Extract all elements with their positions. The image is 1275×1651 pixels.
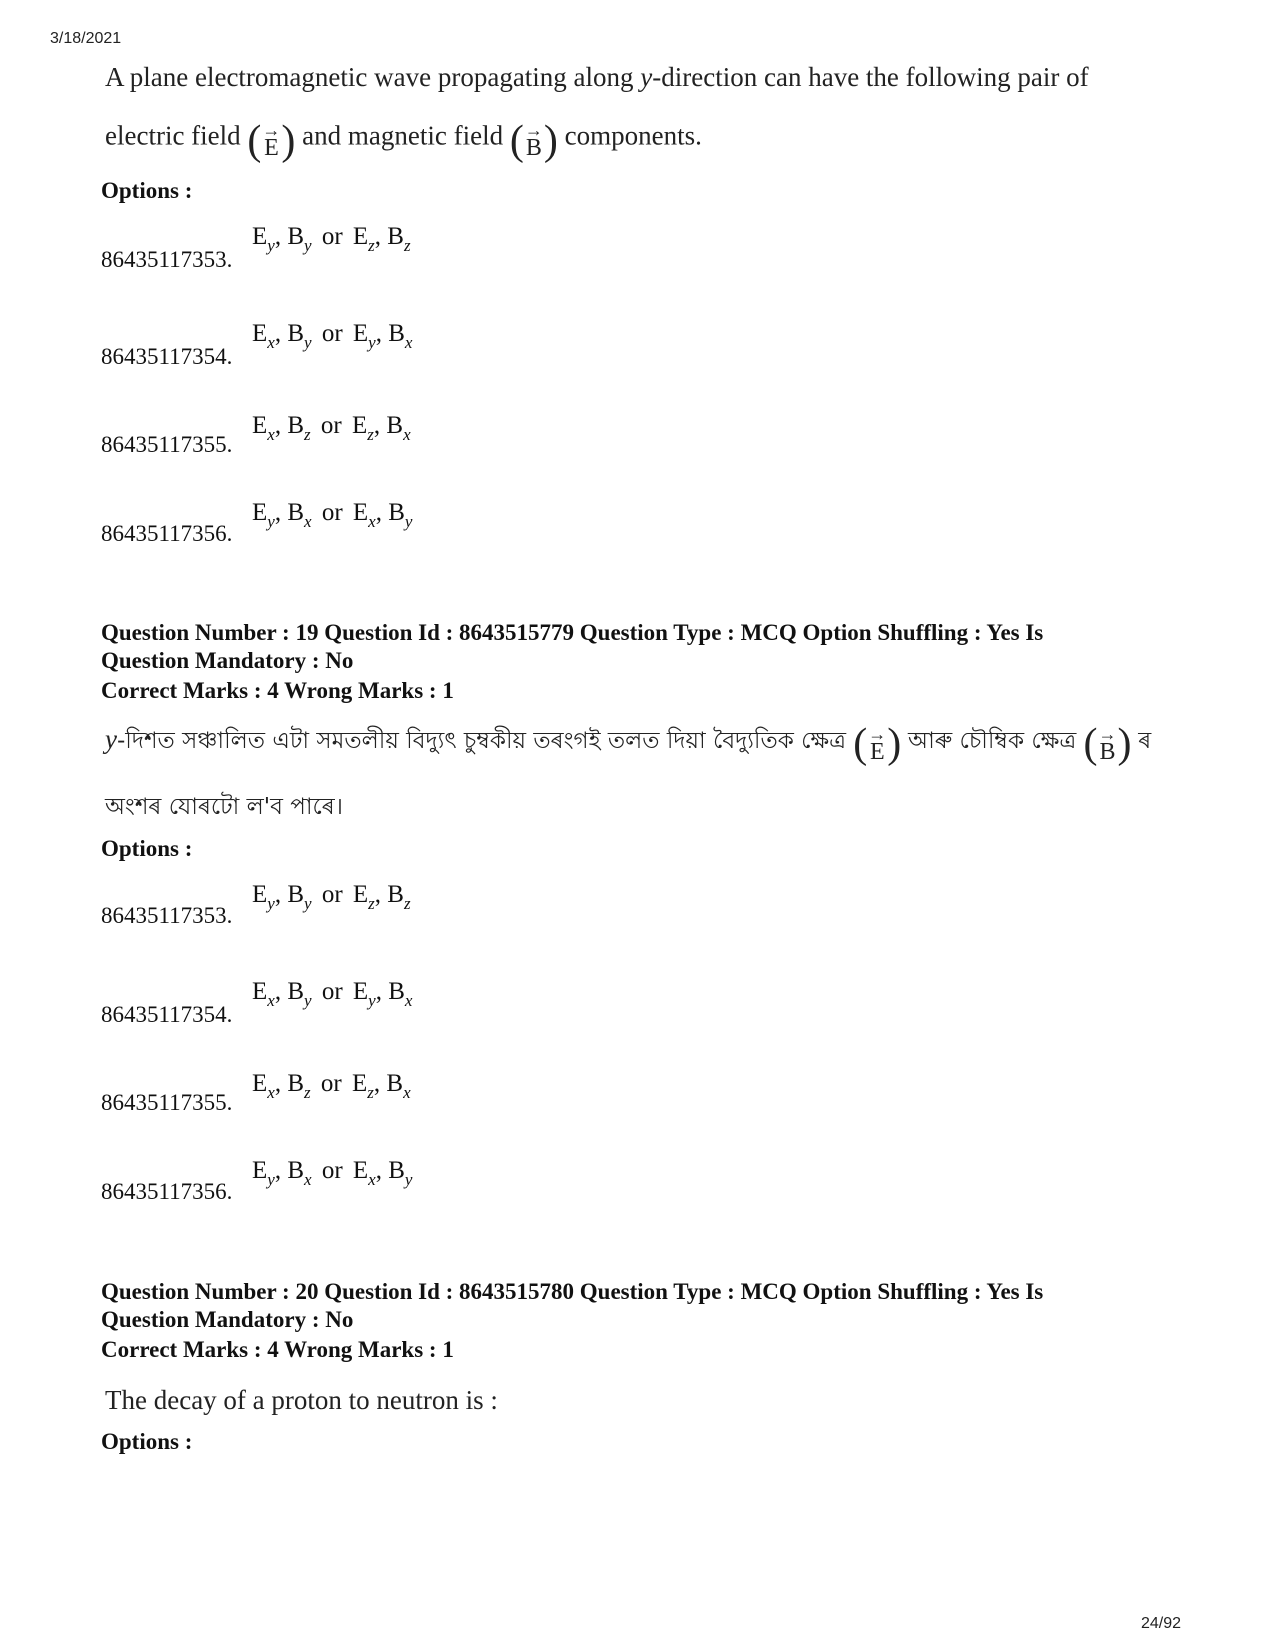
q19-stem-line1: y-দিশত সঞ্চালিত এটা সমতলীয় বিদ্যুৎ চুম্বকীয় তৰংগই তলত দিয়া বৈদ্যুতিক ক্ষেত্র ( → E ) আৰু চৌম্বিক ক্ষেত্র ( → B ) ৰ <box>105 721 1152 768</box>
q18-option-1: $E_y$, $B_y$ or $E_z$, $B_z$ <box>252 223 411 255</box>
q20-stem: The decay of a proton to neutron is : <box>105 1385 498 1415</box>
q19-stem-line2: অংশৰ যোৰটো ল'ব পাৰে। <box>105 794 343 820</box>
q18-option-3: $E_x$, $B_z$ or $E_z$, $B_x$ <box>252 412 411 444</box>
q18-options-label: Options : <box>101 178 193 203</box>
q20-options-label: Options : <box>101 1429 193 1454</box>
q18-stem-line1: A plane electromagnetic wave propagating along y-direction can have the following pair of <box>105 62 1089 92</box>
electric-field-vector: ( → E ) <box>853 721 902 768</box>
q19-options-label: Options : <box>101 836 193 861</box>
page-number: 24/92 <box>1140 1615 1181 1632</box>
electric-field-vector: ( → E ) <box>247 118 296 164</box>
q19-option-2: $E_x$, $B_y$ or $E_y$, $B_x$ <box>252 978 413 1010</box>
q19-option-3-id: 86435117355. <box>101 1090 233 1115</box>
q20-marks: Correct Marks : 4 Wrong Marks : 1 <box>101 1337 454 1362</box>
q19-option-3: $E_x$, $B_z$ or $E_z$, $B_x$ <box>252 1070 411 1102</box>
magnetic-field-vector: ( → B ) <box>1083 721 1132 768</box>
q19-option-2-id: 86435117354. <box>101 1002 233 1027</box>
q20-header: Question Number : 20 Question Id : 8643515780 Question Type : MCQ Option Shuffling : Yes Is Question Mandatory : No <box>101 1279 1044 1332</box>
q18-option-1-id: 86435117353. <box>101 247 233 272</box>
q18-option-4: $E_y$, $B_x$ or $E_x$, $B_y$ <box>252 499 413 531</box>
q19-option-1-id: 86435117353. <box>101 903 233 928</box>
q18-option-2: $E_x$, $B_y$ or $E_y$, $B_x$ <box>252 320 413 352</box>
q18-option-4-id: 86435117356. <box>101 521 233 546</box>
q18-option-3-id: 86435117355. <box>101 432 233 457</box>
q19-header: Question Number : 19 Question Id : 8643515779 Question Type : MCQ Option Shuffling : Yes Is Question Mandatory : No <box>101 620 1044 673</box>
q18-option-2-id: 86435117354. <box>101 344 233 369</box>
q19-option-4-id: 86435117356. <box>101 1179 233 1204</box>
print-date: 3/18/2021 <box>50 30 122 47</box>
q19-option-1: $E_y$, $B_y$ or $E_z$, $B_z$ <box>252 881 411 913</box>
q19-option-4: $E_y$, $B_x$ or $E_x$, $B_y$ <box>252 1157 413 1189</box>
q19-marks: Correct Marks : 4 Wrong Marks : 1 <box>101 678 454 703</box>
q18-stem-line2: electric field ( → E ) and magnetic field ( → B ) components. <box>105 118 702 164</box>
magnetic-field-vector: ( → B ) <box>509 118 558 164</box>
